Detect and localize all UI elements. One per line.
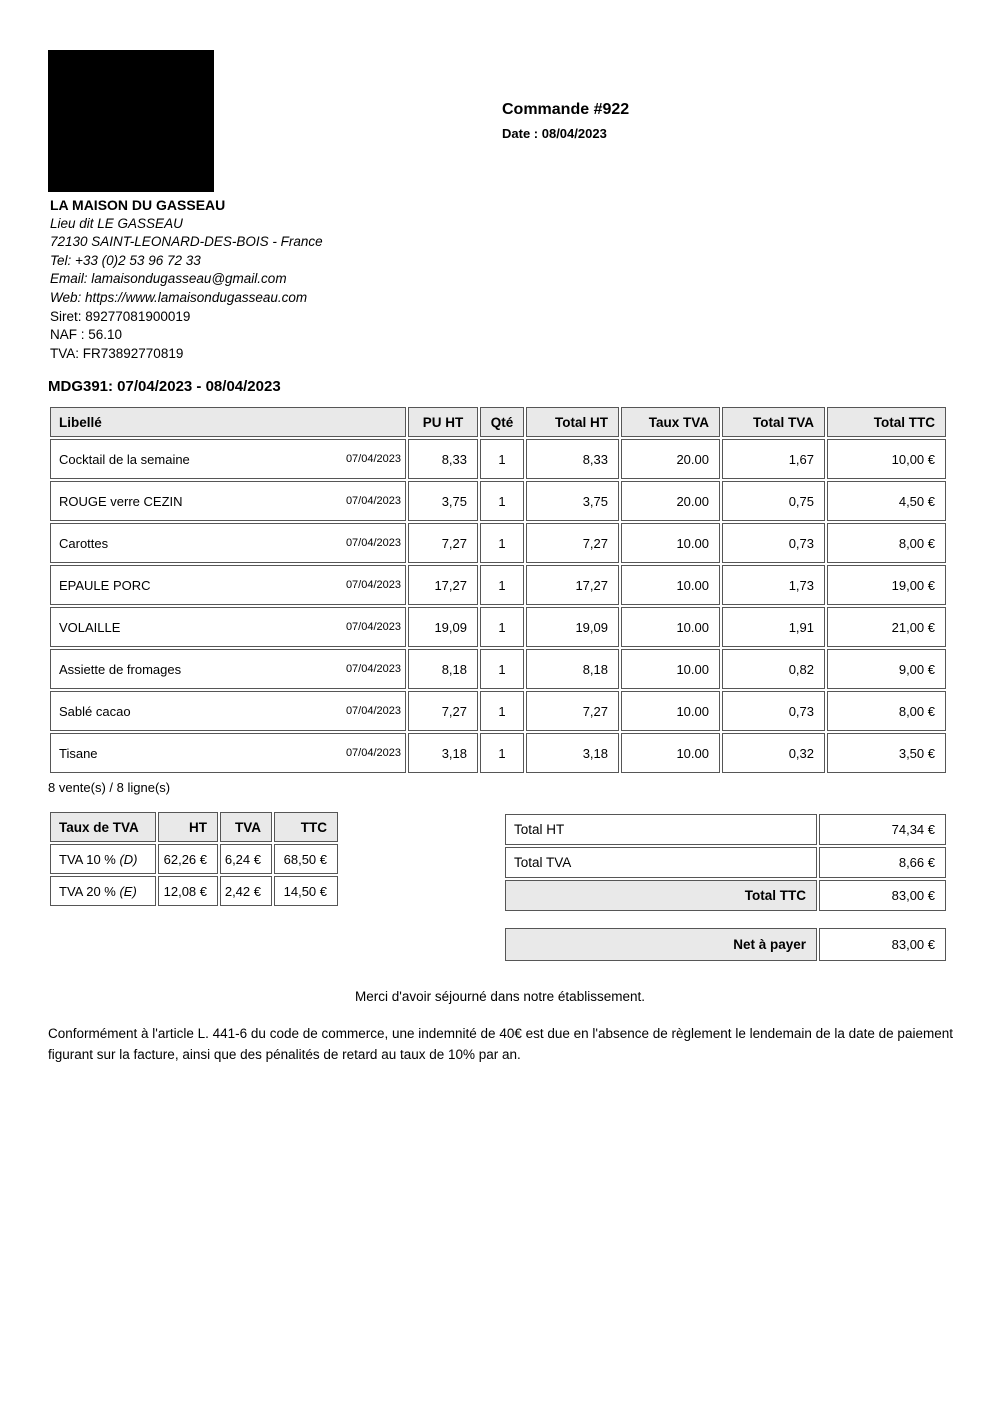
item-label: ROUGE verre CEZIN (59, 493, 183, 509)
vat-rate-code: (E) (119, 883, 137, 899)
item-total-ht: 8,18 (526, 649, 619, 689)
item-total-ht: 8,33 (526, 439, 619, 479)
vat-tva-value: 2,42 € (220, 876, 272, 906)
items-table-header-row (50, 407, 946, 437)
net-to-pay-value: 83,00 € (819, 928, 946, 961)
company-siret: Siret: 89277081900019 (50, 308, 191, 324)
item-date: 07/04/2023 (345, 579, 401, 591)
totals-table (503, 812, 948, 913)
company-info-block (50, 196, 323, 363)
item-taux-tva: 10.00 (621, 691, 720, 731)
item-taux-tva: 10.00 (621, 649, 720, 689)
total-ht-value: 74,34 € (819, 814, 946, 845)
item-total-ttc: 10,00 € (827, 439, 946, 479)
total-ttc-label: Total TTC (505, 880, 817, 911)
col-header-taux-tva: Taux TVA (621, 407, 720, 437)
col-header-total-tva: Total TVA (722, 407, 825, 437)
col-header-total-ht: Total HT (526, 407, 619, 437)
item-total-tva: 0,75 (722, 481, 825, 521)
item-label: Carottes (59, 535, 109, 551)
item-total-tva: 0,82 (722, 649, 825, 689)
item-qty: 1 (480, 733, 524, 773)
vat-ttc-value: 68,50 € (274, 844, 338, 874)
table-row (50, 649, 946, 689)
table-row (50, 844, 338, 874)
item-total-ttc: 21,00 € (827, 607, 946, 647)
vat-ttc-value: 14,50 € (274, 876, 338, 906)
company-tva-number: TVA: FR73892770819 (50, 345, 184, 361)
vat-tva-value: 6,24 € (220, 844, 272, 874)
total-ht-label: Total HT (505, 814, 817, 845)
total-tva-value: 8,66 € (819, 847, 946, 878)
item-total-ttc: 3,50 € (827, 733, 946, 773)
item-taux-tva: 20.00 (621, 439, 720, 479)
legal-notice: Conformément à l'article L. 441-6 du code de commerce, une indemnité de 40€ est due en l'absence de règlement le lendemain de la date de paiement figurant sur la facture, ainsi que des pénalités de retard au taux de 10% par an. (48, 1026, 953, 1062)
item-pu-ht: 19,09 (408, 607, 478, 647)
item-qty: 1 (480, 565, 524, 605)
company-address-line: Lieu dit LE GASSEAU (50, 215, 183, 231)
item-date: 07/04/2023 (345, 663, 401, 675)
vat-rate-label: TVA 20 % (59, 883, 120, 899)
col-header-pu-ht: PU HT (408, 407, 478, 437)
item-label: Cocktail de la semaine (59, 451, 190, 467)
item-total-ht: 19,09 (526, 607, 619, 647)
table-row (50, 691, 946, 731)
item-label: Tisane (59, 745, 98, 761)
company-email: Email: lamaisondugasseau@gmail.com (50, 271, 287, 287)
total-tva-label: Total TVA (505, 847, 817, 878)
vat-breakdown-table (48, 810, 340, 908)
item-date: 07/04/2023 (345, 537, 401, 549)
item-pu-ht: 17,27 (408, 565, 478, 605)
item-date: 07/04/2023 (345, 495, 401, 507)
sales-count-summary: 8 vente(s) / 8 ligne(s) (48, 780, 171, 795)
item-date: 07/04/2023 (345, 705, 401, 717)
vat-ht-value: 12,08 € (158, 876, 218, 906)
total-ttc-value: 83,00 € (819, 880, 946, 911)
item-total-tva: 0,73 (722, 691, 825, 731)
item-pu-ht: 7,27 (408, 691, 478, 731)
item-qty: 1 (480, 691, 524, 731)
item-pu-ht: 7,27 (408, 523, 478, 563)
col-header-libelle: Libellé (50, 407, 406, 437)
net-to-pay-label: Net à payer (505, 928, 817, 961)
item-total-tva: 1,67 (722, 439, 825, 479)
item-pu-ht: 3,75 (408, 481, 478, 521)
item-total-tva: 1,91 (722, 607, 825, 647)
vat-col-header-ttc: TTC (274, 812, 338, 842)
table-row (505, 880, 946, 911)
company-name: LA MAISON DU GASSEAU (50, 197, 226, 213)
col-header-total-ttc: Total TTC (827, 407, 946, 437)
item-total-ttc: 9,00 € (827, 649, 946, 689)
company-naf: NAF : 56.10 (50, 327, 123, 343)
item-total-ttc: 8,00 € (827, 523, 946, 563)
item-total-ttc: 8,00 € (827, 691, 946, 731)
vat-table-header-row (50, 812, 338, 842)
table-row (505, 928, 946, 961)
company-logo (48, 50, 214, 192)
company-address-line: 72130 SAINT-LEONARD-DES-BOIS - France (50, 234, 323, 250)
item-taux-tva: 10.00 (621, 607, 720, 647)
item-label: EPAULE PORC (59, 577, 151, 593)
item-taux-tva: 10.00 (621, 733, 720, 773)
document-title: MDG391: 07/04/2023 - 08/04/2023 (48, 378, 281, 395)
table-row (50, 565, 946, 605)
item-total-ttc: 4,50 € (827, 481, 946, 521)
item-qty: 1 (480, 649, 524, 689)
table-row (50, 876, 338, 906)
order-date: Date : 08/04/2023 (502, 126, 607, 141)
item-label: Sablé cacao (59, 703, 131, 719)
order-header (502, 101, 629, 141)
table-row (505, 847, 946, 878)
item-total-tva: 0,32 (722, 733, 825, 773)
item-label: Assiette de fromages (59, 661, 182, 677)
vat-col-header-tva: TVA (220, 812, 272, 842)
net-to-pay-table (503, 926, 948, 963)
item-qty: 1 (480, 439, 524, 479)
company-phone: Tel: +33 (0)2 53 96 72 33 (50, 252, 201, 268)
item-qty: 1 (480, 523, 524, 563)
item-total-ht: 17,27 (526, 565, 619, 605)
company-website: Web: https://www.lamaisondugasseau.com (50, 289, 308, 305)
item-label: VOLAILLE (59, 619, 121, 635)
table-row (50, 439, 946, 479)
item-total-ttc: 19,00 € (827, 565, 946, 605)
item-pu-ht: 8,33 (408, 439, 478, 479)
table-row (50, 481, 946, 521)
item-pu-ht: 8,18 (408, 649, 478, 689)
item-taux-tva: 20.00 (621, 481, 720, 521)
vat-rate-label: TVA 10 % (59, 851, 120, 867)
item-taux-tva: 10.00 (621, 523, 720, 563)
order-number: Commande #922 (502, 101, 630, 118)
table-row (50, 733, 946, 773)
table-row (50, 607, 946, 647)
item-total-ht: 3,75 (526, 481, 619, 521)
item-qty: 1 (480, 607, 524, 647)
item-total-ht: 7,27 (526, 523, 619, 563)
thank-you-message: Merci d'avoir séjourné dans notre établissement. (355, 989, 645, 1004)
item-total-ht: 3,18 (526, 733, 619, 773)
item-total-tva: 1,73 (722, 565, 825, 605)
item-taux-tva: 10.00 (621, 565, 720, 605)
item-pu-ht: 3,18 (408, 733, 478, 773)
item-total-ht: 7,27 (526, 691, 619, 731)
vat-col-header-ht: HT (158, 812, 218, 842)
item-date: 07/04/2023 (345, 621, 401, 633)
table-row (505, 814, 946, 845)
vat-rate-code: (D) (119, 851, 138, 867)
item-date: 07/04/2023 (345, 453, 401, 465)
item-qty: 1 (480, 481, 524, 521)
vat-ht-value: 62,26 € (158, 844, 218, 874)
items-table (48, 405, 948, 775)
vat-col-header-rate: Taux de TVA (50, 812, 156, 842)
col-header-qte: Qté (480, 407, 524, 437)
item-date: 07/04/2023 (345, 747, 401, 759)
item-total-tva: 0,73 (722, 523, 825, 563)
table-row (50, 523, 946, 563)
